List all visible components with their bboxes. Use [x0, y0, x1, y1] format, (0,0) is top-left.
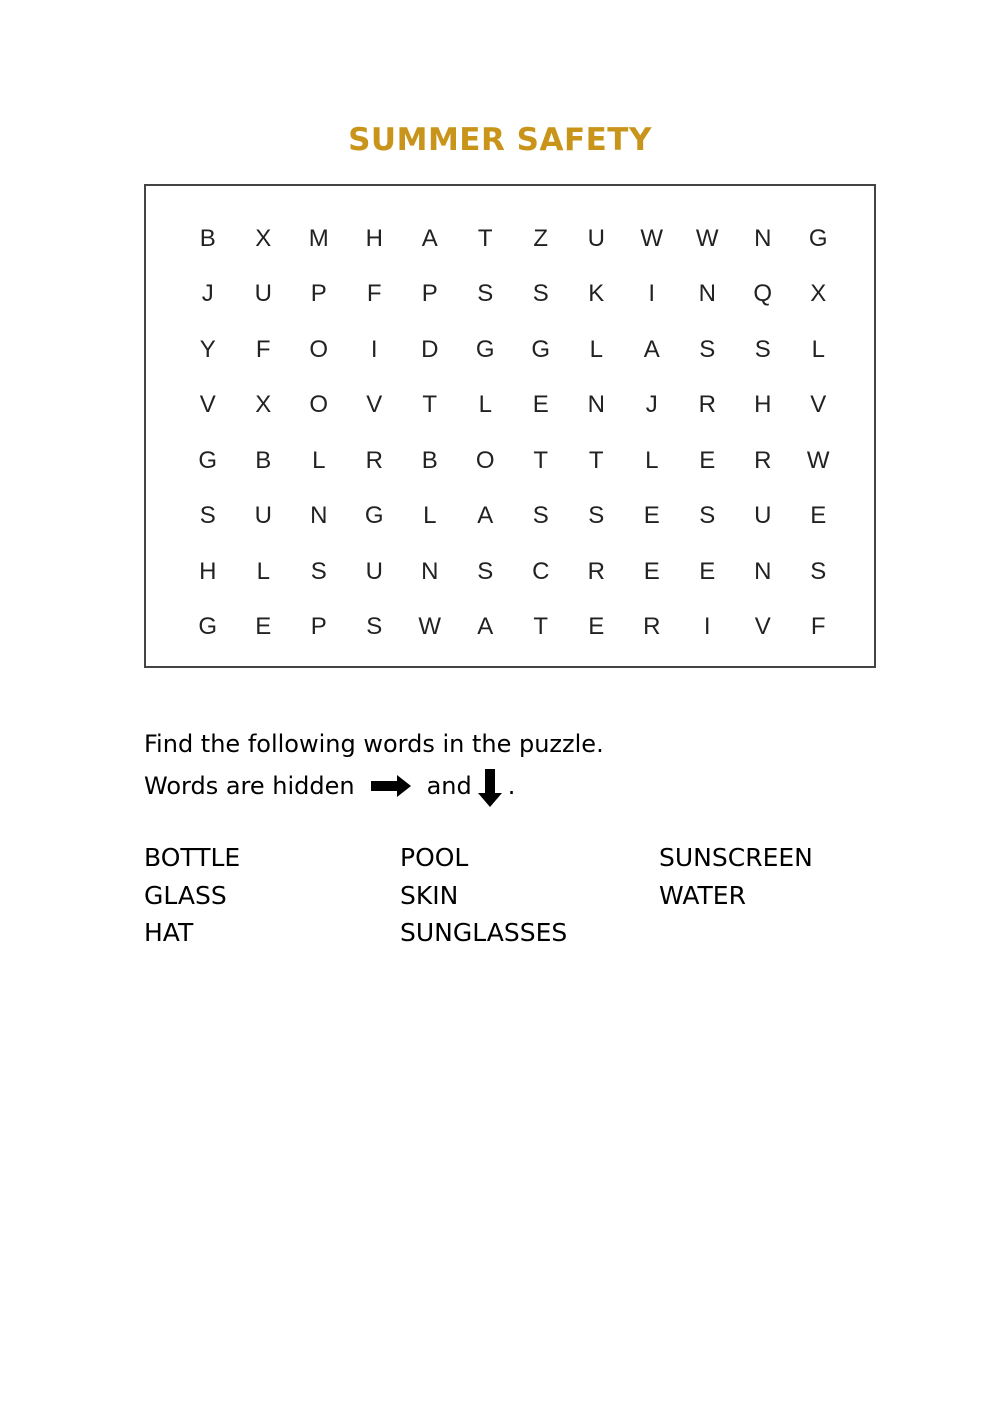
word-list-item: HAT	[144, 918, 194, 947]
grid-letter[interactable]: Y	[199, 335, 216, 363]
grid-letter[interactable]: S	[366, 613, 383, 641]
grid-letter[interactable]: F	[255, 335, 271, 363]
grid-letter[interactable]: U	[365, 557, 383, 585]
instructions-and: and	[426, 772, 472, 800]
grid-letter[interactable]: E	[588, 613, 605, 641]
grid-letter[interactable]: R	[754, 446, 772, 474]
grid-letter[interactable]: U	[254, 502, 272, 530]
grid-letter[interactable]: L	[423, 502, 437, 530]
grid-letter[interactable]: O	[309, 391, 329, 419]
grid-letter[interactable]: X	[810, 280, 827, 308]
grid-letter[interactable]: A	[477, 502, 494, 530]
grid-letter[interactable]: S	[199, 502, 216, 530]
grid-letter[interactable]: G	[198, 613, 218, 641]
page-title: SUMMER SAFETY	[348, 122, 652, 158]
grid-letter[interactable]: P	[421, 280, 438, 308]
grid-letter[interactable]: G	[531, 335, 551, 363]
grid-letter[interactable]: U	[587, 224, 605, 252]
grid-letter[interactable]: L	[811, 335, 825, 363]
grid-letter[interactable]: S	[310, 557, 327, 585]
word-search-grid	[144, 184, 876, 668]
grid-letter[interactable]: S	[532, 502, 549, 530]
grid-letter[interactable]: G	[198, 446, 218, 474]
grid-letter[interactable]: S	[477, 280, 494, 308]
grid-letter[interactable]: O	[475, 446, 495, 474]
instructions-line-2	[144, 767, 515, 805]
word-list-item: WATER	[659, 880, 746, 910]
grid-letter[interactable]: N	[754, 557, 772, 585]
grid-letter[interactable]: X	[255, 391, 272, 419]
word-list-item: POOL	[400, 843, 469, 872]
grid-letter[interactable]: S	[588, 502, 605, 530]
grid-letter[interactable]: E	[643, 557, 660, 585]
grid-letter[interactable]: R	[365, 446, 383, 474]
grid-letter[interactable]: W	[695, 224, 719, 252]
grid-letter[interactable]: T	[477, 224, 493, 252]
grid-letter[interactable]: M	[308, 224, 329, 252]
grid-letter[interactable]: L	[256, 557, 270, 585]
grid-letter[interactable]: H	[365, 224, 383, 252]
word-list-item: BOTTLE	[144, 843, 241, 872]
grid-letter[interactable]: S	[477, 557, 494, 585]
grid-letter[interactable]: C	[532, 557, 550, 585]
grid-letter[interactable]: B	[255, 446, 272, 474]
grid-letter[interactable]: W	[640, 224, 664, 252]
grid-letter[interactable]: B	[421, 446, 438, 474]
word-list-item: GLASS	[144, 880, 227, 910]
grid-letter[interactable]: V	[366, 391, 383, 419]
right-arrow-icon	[371, 775, 411, 797]
grid-letter[interactable]: U	[254, 280, 272, 308]
grid-letter[interactable]: N	[754, 224, 772, 252]
grid-letter[interactable]: V	[199, 391, 216, 419]
grid-letter[interactable]: L	[312, 446, 326, 474]
grid-letter[interactable]: J	[201, 280, 214, 308]
grid-letter[interactable]: H	[199, 557, 217, 585]
grid-letter[interactable]: P	[310, 280, 327, 308]
grid-letter[interactable]: N	[587, 391, 605, 419]
grid-letter[interactable]: A	[477, 613, 494, 641]
grid-letter[interactable]: S	[810, 557, 827, 585]
grid-letter[interactable]: B	[199, 224, 216, 252]
grid-letter[interactable]: E	[699, 446, 716, 474]
grid-letter[interactable]: I	[703, 613, 711, 641]
grid-letter[interactable]: O	[309, 335, 329, 363]
instructions-prefix: Words are hidden	[144, 772, 355, 800]
grid-letter[interactable]: T	[533, 446, 549, 474]
instructions-suffix: .	[507, 772, 516, 800]
grid-letter[interactable]: X	[255, 224, 272, 252]
grid-letter[interactable]: N	[421, 557, 439, 585]
grid-letter[interactable]: G	[364, 502, 384, 530]
grid-letter[interactable]: K	[588, 280, 605, 308]
grid-letter[interactable]: N	[310, 502, 328, 530]
grid-letter[interactable]: S	[699, 502, 716, 530]
grid-letter[interactable]: P	[310, 613, 327, 641]
grid-letter[interactable]: N	[698, 280, 716, 308]
word-list-item: SUNSCREEN	[659, 843, 813, 872]
grid-letter[interactable]: W	[806, 446, 830, 474]
grid-letter[interactable]: E	[643, 502, 660, 530]
grid-letter[interactable]: L	[589, 335, 603, 363]
grid-letter[interactable]: D	[421, 335, 439, 363]
grid-letter[interactable]: E	[532, 391, 549, 419]
grid-letter[interactable]: G	[808, 224, 828, 252]
word-list	[144, 842, 904, 962]
grid-letter[interactable]: E	[255, 613, 272, 641]
word-column-3	[659, 842, 813, 917]
grid-letter[interactable]: L	[478, 391, 492, 419]
grid-letter[interactable]: F	[366, 280, 382, 308]
grid-letter[interactable]: A	[421, 224, 438, 252]
grid-letter[interactable]: V	[810, 391, 827, 419]
letter-grid	[180, 211, 846, 655]
grid-letter[interactable]: G	[475, 335, 495, 363]
grid-letter[interactable]: F	[810, 613, 826, 641]
grid-letter[interactable]: A	[643, 335, 660, 363]
grid-letter[interactable]: R	[643, 613, 661, 641]
grid-letter[interactable]: T	[533, 613, 549, 641]
word-column-2	[400, 842, 567, 955]
word-column-1	[144, 842, 240, 955]
down-arrow-icon	[478, 769, 502, 807]
grid-letter[interactable]: H	[754, 391, 772, 419]
grid-letter[interactable]: S	[754, 335, 771, 363]
grid-letter[interactable]: T	[422, 391, 438, 419]
grid-letter[interactable]: Z	[533, 224, 549, 252]
word-list-item: SUNGLASSES	[400, 918, 568, 947]
grid-letter[interactable]: L	[645, 446, 659, 474]
grid-letter[interactable]: S	[532, 280, 549, 308]
grid-letter[interactable]: I	[370, 335, 378, 363]
grid-letter[interactable]: R	[698, 391, 716, 419]
grid-letter[interactable]: T	[588, 446, 604, 474]
grid-letter[interactable]: S	[699, 335, 716, 363]
grid-letter[interactable]: E	[699, 557, 716, 585]
grid-letter[interactable]: I	[648, 280, 656, 308]
grid-letter[interactable]: Q	[753, 280, 773, 308]
grid-letter[interactable]: R	[587, 557, 605, 585]
grid-letter[interactable]: U	[754, 502, 772, 530]
grid-letter[interactable]: J	[645, 391, 658, 419]
instructions-line-1: Find the following words in the puzzle.	[144, 730, 604, 758]
grid-letter[interactable]: E	[810, 502, 827, 530]
grid-letter[interactable]: V	[754, 613, 771, 641]
word-list-item: SKIN	[400, 880, 459, 910]
grid-letter[interactable]: W	[418, 613, 442, 641]
